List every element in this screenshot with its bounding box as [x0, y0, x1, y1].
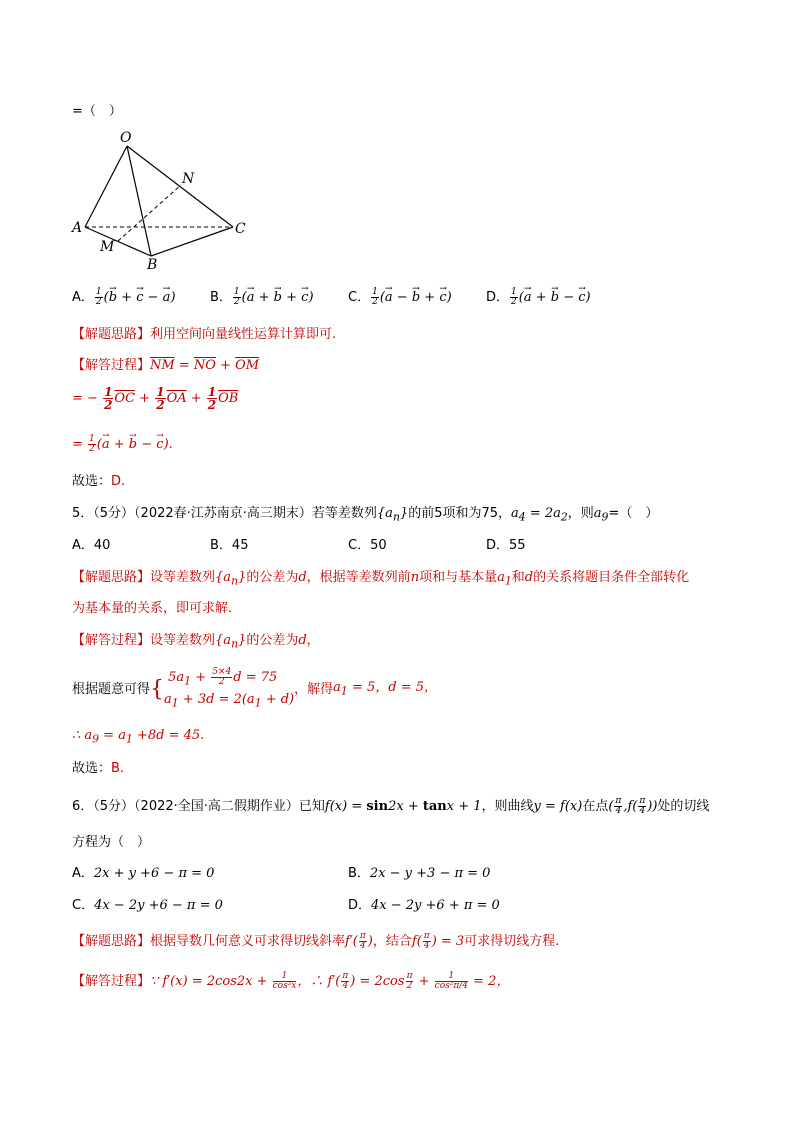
q4-process-line2: = − $\frac{1}{2}$ $\overline{OC}$ + $\frac{1}{2}$ $\overline{OA}$ + $\frac{1}{2}$ $\overline{OB}$: [72, 385, 239, 412]
q6-option-c: C．4x − 2y +6 − π = 0: [72, 898, 223, 913]
q5-stem: 5．（5分）（2022春·江苏南京·高三期末）若等差数列$\{a_n\}$的前5项和为75，$a_4 = 2a_2$，则$a_9=$（ ）: [72, 506, 659, 524]
q5-process-result: ∴ $a_9 = a_1 +8d = 45$.: [72, 728, 205, 746]
q5-process-line1: 【解答过程】设等差数列$\{a_n\}$的公差为d，: [72, 633, 320, 651]
q4-stem-tail: =（ ）: [72, 104, 122, 119]
label-o: O: [120, 130, 132, 146]
q6-stem-line1: 6．（5分）（2022·全国·高二假期作业）已知f(x) = sin2x + tanx + 1，则曲线y = f(x)在点( $\frac{\pi}{4}$ ,f( $\frac{\pi}{4}$ ))处的切线: [72, 796, 710, 816]
q4-answer: 故选：D.: [72, 474, 126, 489]
q4-idea: 【解题思路】利用空间向量线性运算计算即可.: [72, 327, 337, 342]
q4-option-a: A． $\frac{1}{2}$ (→ b + → c − → a): [72, 288, 176, 307]
q4-option-b: B． $\frac{1}{2}$ (→ a + → b + → c): [210, 288, 314, 307]
q6-option-b: B．2x − y +3 − π = 0: [348, 866, 491, 881]
q6-idea: 【解题思路】根据导数几何意义可求得切线斜率f′( $\frac{\pi}{4}$ )，结合f( $\frac{\pi}{4}$ ) = 3可求得切线方程.: [72, 931, 560, 951]
label-n: N: [182, 171, 195, 187]
q4-option-c: C． $\frac{1}{2}$ (→ a − → b + → c): [348, 288, 452, 307]
label-a: A: [72, 220, 83, 236]
q5-idea-line2: 为基本量的关系，即可求解.: [72, 601, 233, 616]
q4-option-d: D． $\frac{1}{2}$ (→ a + → b − → c): [486, 288, 591, 307]
q5-option-d: D．55: [486, 538, 526, 553]
q5-process-system: 根据题意可得{ $5a_1$ + $\frac{5\times 4}{2}$ d = 75 $a_1 + 3d = 2(a_1 + d)$ ，解得$a_1 = 5$，d = 5，: [72, 667, 437, 710]
q6-option-d: D．4x − 2y +6 + π = 0: [348, 898, 500, 913]
q5-option-c: C．50: [348, 538, 387, 553]
q5-option-a: A．40: [72, 538, 111, 553]
q6-stem-line2: 方程为（ ）: [72, 835, 151, 850]
q4-process-line3: = $\frac{1}{2}$ (→ a + → b − → c).: [72, 435, 173, 454]
q5-idea-line1: 【解题思路】设等差数列$\{a_n\}$的公差为d，根据等差数列前n项和与基本量$a_1$和d的关系将题目条件全部转化: [72, 570, 690, 588]
label-c: C: [235, 221, 246, 237]
q5-option-b: B．45: [210, 538, 249, 553]
label-b: B: [147, 257, 158, 273]
q4-process-line1: 【解答过程】$\overline{NM} = \overline{NO} + \overline{OM}$: [72, 358, 260, 373]
q6-process: 【解答过程】∵ f′(x) = 2cos2x + $\frac{1}{\text{cos²x}}$ ，∴ f′( $\frac{\pi}{4}$ ) = 2cos $\frac{\pi}{2}$ + $\frac{1}{\text{cos²π/4}}$ = 2，: [72, 971, 510, 991]
q6-option-a: A．2x + y +6 − π = 0: [72, 866, 215, 881]
q5-answer: 故选：B.: [72, 761, 125, 776]
tetrahedron-figure: [66, 124, 256, 274]
label-m: M: [100, 239, 115, 255]
